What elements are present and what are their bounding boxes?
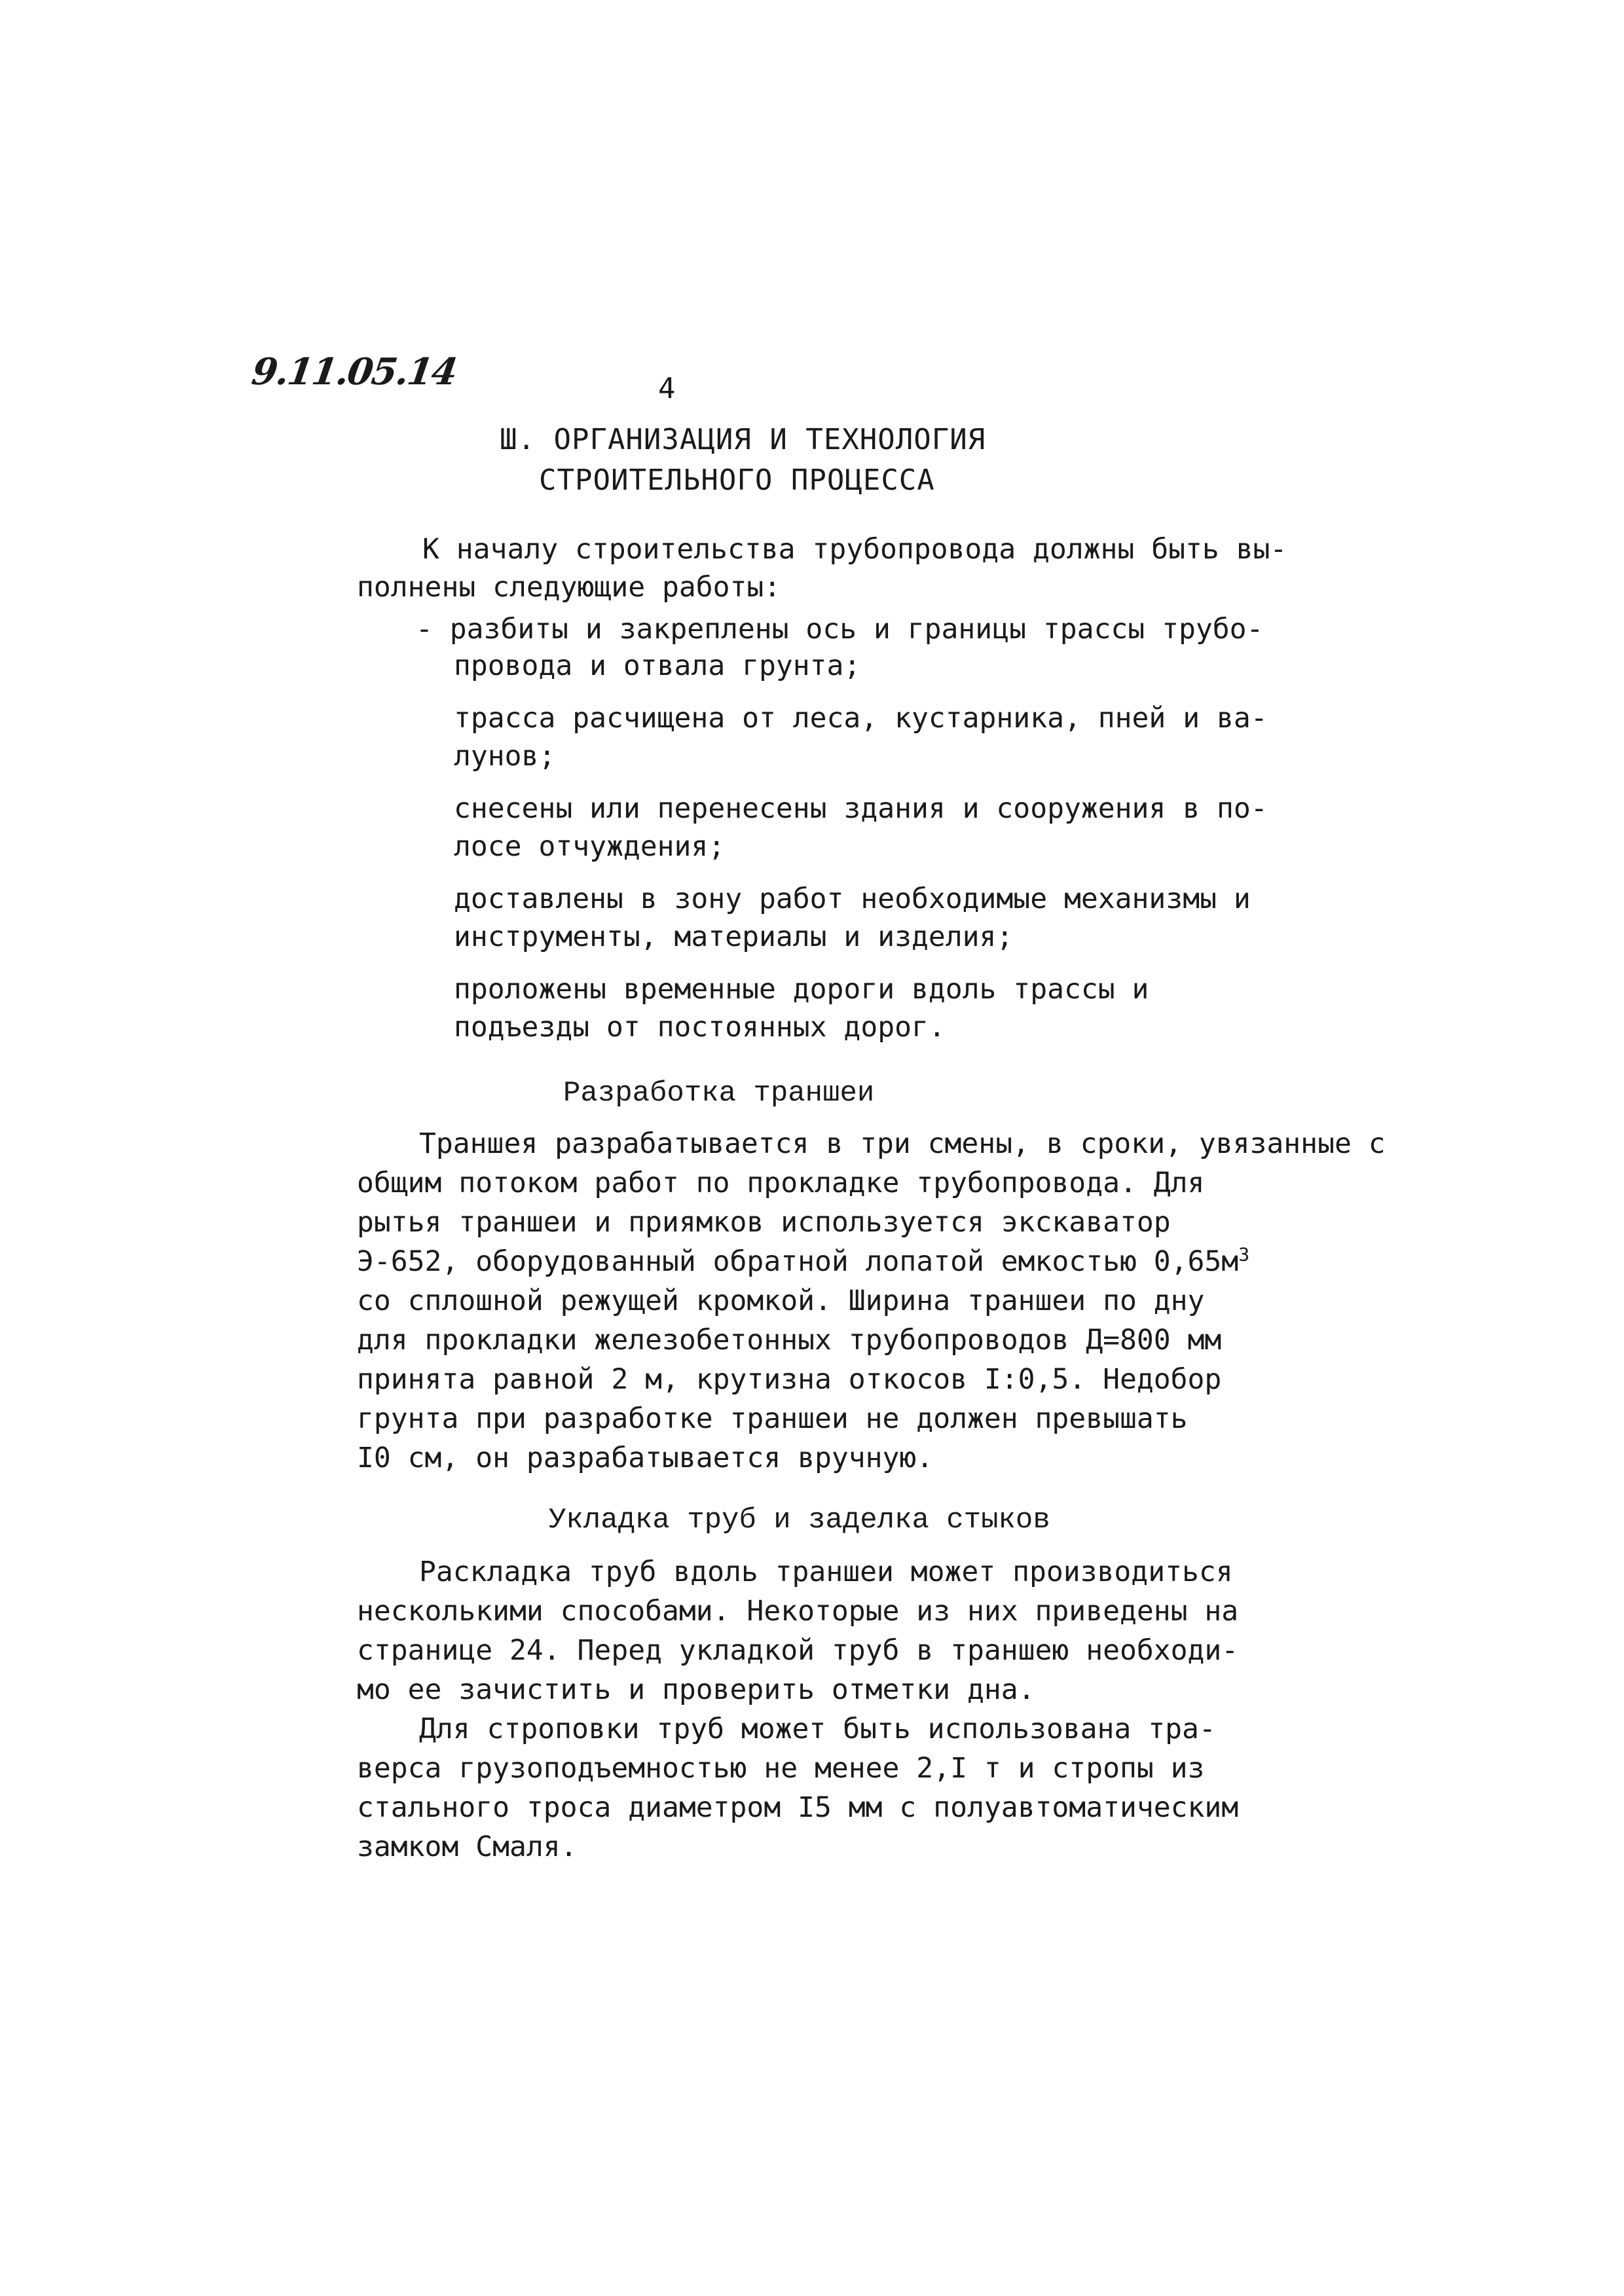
trench-line: для прокладки железобетонных трубопроводов Д=800 мм: [357, 1324, 1222, 1357]
section-title-line1: Ш. ОРГАНИЗАЦИЯ И ТЕХНОЛОГИЯ: [500, 423, 986, 456]
trench-line: Траншея разрабатывается в три смены, в сроки, увязанные с: [419, 1127, 1386, 1160]
prep-list-item-line: - разбиты и закреплены ось и границы трассы трубо-: [416, 613, 1264, 646]
subheading-pipes: Укладка труб и заделка стыков: [549, 1504, 1050, 1537]
trench-line: Э-652, оборудованный обратной лопатой емкостью 0,65м: [357, 1245, 1239, 1278]
trench-line: I0 см, он разрабатывается вручную.: [357, 1442, 934, 1474]
prep-list-item-line: трасса расчищена от леса, кустарника, пней и ва-: [454, 702, 1268, 735]
prep-list-item-line: снесены или перенесены здания и сооружения в по-: [454, 792, 1268, 825]
prep-list-item-line: доставлены в зону работ необходимые механизмы и: [454, 883, 1251, 915]
prep-list-item-line: подъезды от постоянных дорог.: [454, 1011, 946, 1044]
pipes-para2-line: Для строповки труб может быть использована тра-: [419, 1713, 1216, 1745]
pipes-para1-line: несколькими способами. Некоторые из них приведены на: [357, 1595, 1239, 1628]
subheading-trench: Разработка траншеи: [563, 1077, 875, 1110]
pipes-para2-line: верса грузоподъемностью не менее 2,I т и стропы из: [357, 1752, 1205, 1785]
prep-list-item-line: проложены временные дороги вдоль трассы и: [454, 973, 1149, 1006]
intro-line: К началу строительства трубопровода должны быть вы-: [422, 533, 1287, 566]
pipes-para2-line: замком Смаля.: [357, 1831, 578, 1863]
trench-line: общим потоком работ по прокладке трубопровода. Для: [357, 1167, 1205, 1199]
trench-line: грунта при разработке траншеи не должен превышать: [357, 1402, 1188, 1435]
intro-line: полнены следующие работы:: [357, 571, 781, 604]
document-code-handwritten: 9.11.05.14: [249, 350, 459, 393]
pipes-para2-line: стального троса диаметром I5 мм с полуавтоматическим: [357, 1791, 1239, 1824]
superscript-3: 3: [1238, 1243, 1250, 1266]
pipes-para1-line: мо ее зачистить и проверить отметки дна.: [357, 1673, 1035, 1706]
prep-list-item-line: провода и отвала грунта;: [454, 649, 861, 682]
trench-line: рытья траншеи и приямков используется экскаватор: [357, 1206, 1171, 1239]
prep-list-item-line: инструменты, материалы и изделия;: [454, 920, 1014, 953]
pipes-para1-line: Раскладка труб вдоль траншеи может производиться: [419, 1556, 1233, 1588]
prep-list-item-line: лосе отчуждения;: [454, 830, 726, 863]
trench-line: принята равной 2 м, крутизна откосов I:0,5. Недобор: [357, 1363, 1222, 1396]
trench-line-with-superscript: [357, 1243, 1250, 1278]
page-number: 4: [658, 372, 676, 405]
trench-line: со сплошной режущей кромкой. Ширина траншеи по дну: [357, 1285, 1205, 1317]
prep-list-item-line: лунов;: [454, 740, 556, 773]
section-title-line2: СТРОИТЕЛЬНОГО ПРОЦЕССА: [539, 464, 935, 497]
pipes-para1-line: странице 24. Перед укладкой труб в траншею необходи-: [357, 1634, 1239, 1667]
